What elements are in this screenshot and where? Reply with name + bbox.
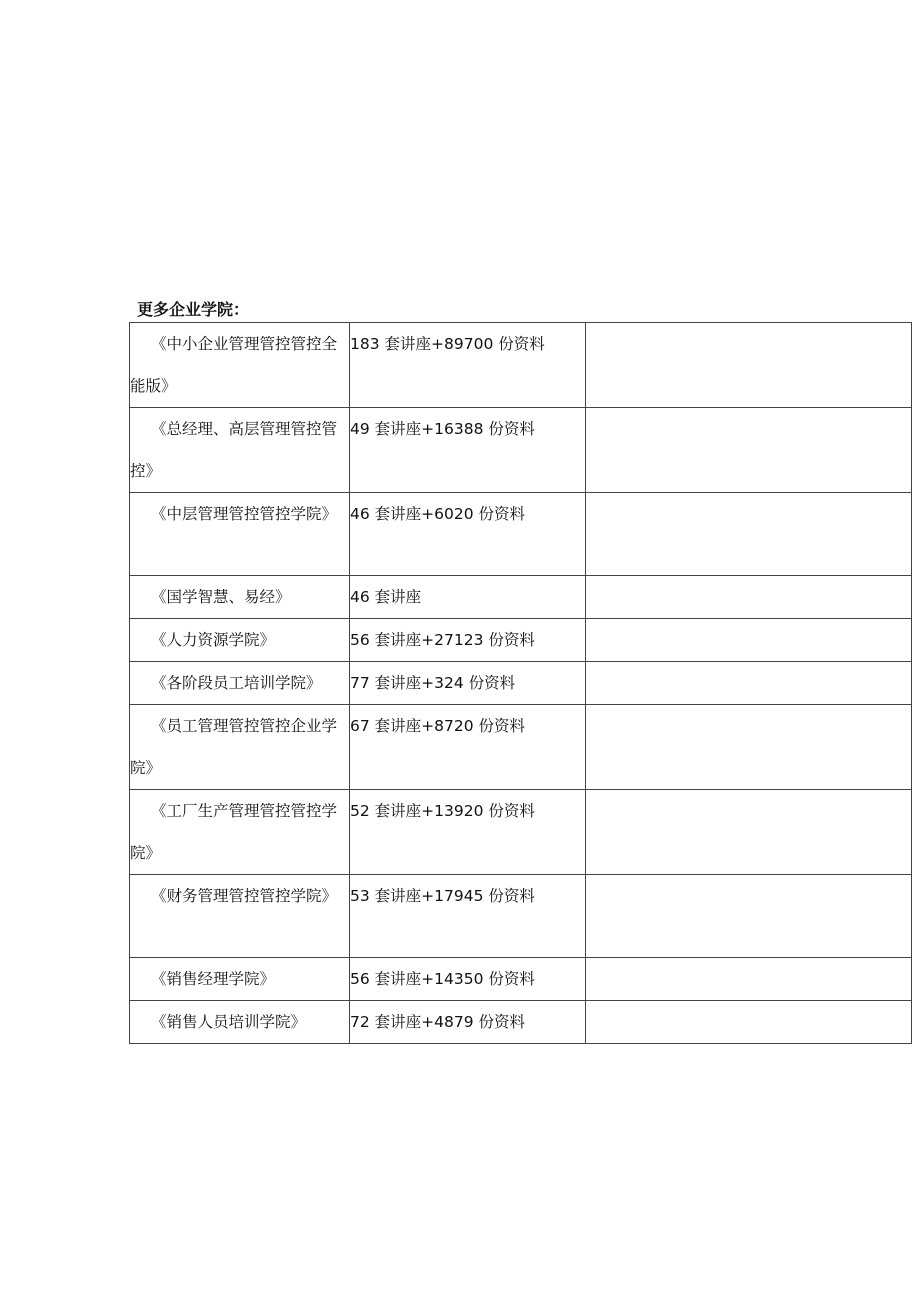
course-note — [586, 790, 912, 875]
course-note — [586, 958, 912, 1001]
course-note — [586, 1001, 912, 1044]
course-count: 52 套讲座+13920 份资料 — [350, 790, 586, 875]
course-name: 《总经理、高层管理管控管控》 — [130, 408, 350, 493]
course-count: 183 套讲座+89700 份资料 — [350, 323, 586, 408]
course-name: 《中层管理管控管控学院》 — [130, 493, 350, 576]
course-note — [586, 662, 912, 705]
table-row — [130, 323, 912, 408]
course-note — [586, 576, 912, 619]
course-note — [586, 408, 912, 493]
table-row — [130, 493, 912, 576]
table-row — [130, 958, 912, 1001]
course-note — [586, 493, 912, 576]
course-count: 46 套讲座 — [350, 576, 586, 619]
course-count: 56 套讲座+27123 份资料 — [350, 619, 586, 662]
table-row — [130, 408, 912, 493]
course-count: 72 套讲座+4879 份资料 — [350, 1001, 586, 1044]
course-count: 53 套讲座+17945 份资料 — [350, 875, 586, 958]
course-count: 56 套讲座+14350 份资料 — [350, 958, 586, 1001]
course-count: 46 套讲座+6020 份资料 — [350, 493, 586, 576]
course-count: 49 套讲座+16388 份资料 — [350, 408, 586, 493]
table-row — [130, 576, 912, 619]
table-row — [130, 875, 912, 958]
table-row — [130, 790, 912, 875]
course-name: 《各阶段员工培训学院》 — [130, 662, 350, 705]
course-name: 《工厂生产管理管控管控学院》 — [130, 790, 350, 875]
course-name: 《中小企业管理管控管控全能版》 — [130, 323, 350, 408]
table-row — [130, 1001, 912, 1044]
course-name: 《国学智慧、易经》 — [130, 576, 350, 619]
course-note — [586, 875, 912, 958]
section-heading: 更多企业学院： — [137, 300, 250, 319]
course-note — [586, 323, 912, 408]
course-table — [129, 322, 912, 1044]
course-note — [586, 705, 912, 790]
course-count: 67 套讲座+8720 份资料 — [350, 705, 586, 790]
table-row — [130, 662, 912, 705]
table-row — [130, 705, 912, 790]
course-name: 《销售经理学院》 — [130, 958, 350, 1001]
course-note — [586, 619, 912, 662]
course-name: 《员工管理管控管控企业学院》 — [130, 705, 350, 790]
table-row — [130, 619, 912, 662]
course-name: 《人力资源学院》 — [130, 619, 350, 662]
course-name: 《销售人员培训学院》 — [130, 1001, 350, 1044]
course-name: 《财务管理管控管控学院》 — [130, 875, 350, 958]
course-count: 77 套讲座+324 份资料 — [350, 662, 586, 705]
